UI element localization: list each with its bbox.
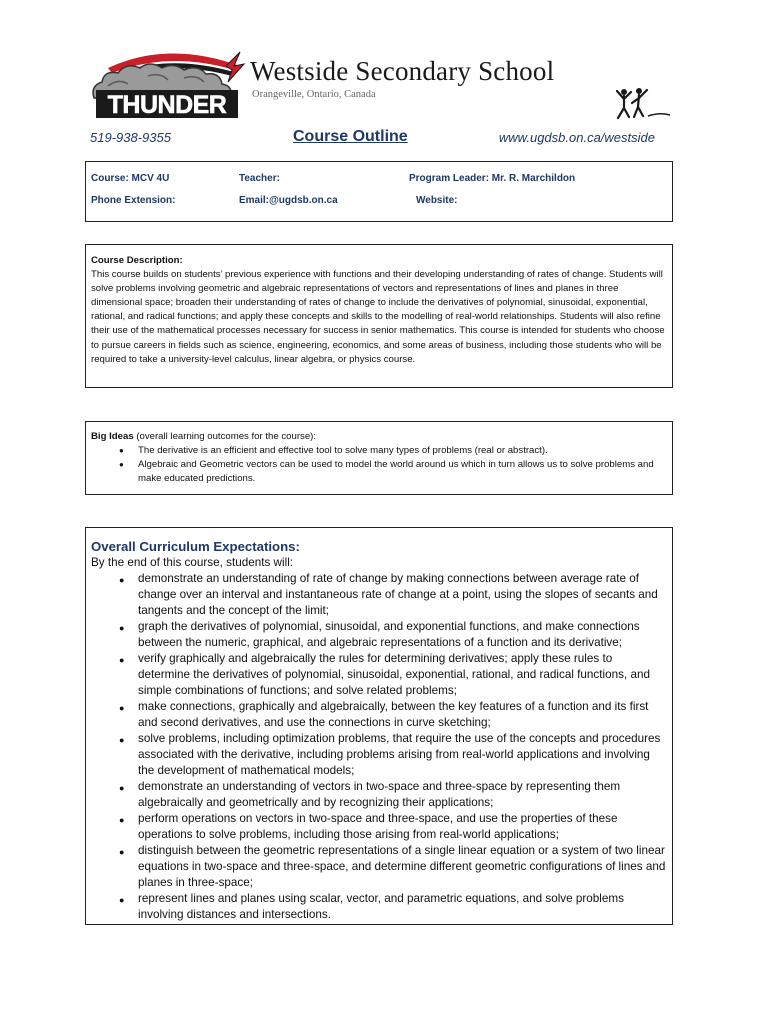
list-item: ● demonstrate an understanding of rate of change by making connections between average rate of change over an interval and instantaneous rate of change at a point, using the slopes of secants and tangents and the concept of the limit; (91, 571, 667, 619)
school-phone: 519-938-9355 (90, 130, 171, 145)
program-leader: Program Leader: Mr. R. Marchildon (409, 173, 576, 184)
overall-expectations-box (85, 527, 673, 925)
phone-extension-label: Phone Extension: (91, 195, 176, 206)
course-code: Course: MCV 4U (91, 173, 170, 184)
overall-expectations-list (91, 571, 667, 923)
email-label: Email:@ugdsb.on.ca (239, 195, 338, 206)
list-item: ● graph the derivatives of polynomial, sinusoidal, and exponential functions, and make connections between the numeric, graphical, and algebraic representations of a function and its derivative; (91, 619, 667, 651)
list-item: ● verify graphically and algebraically the rules for determining derivatives; apply these rules to determine the derivatives of polynomial, sinusoidal, exponential, rational, and radical functions, and simple combinations of functions; and solve related problems; (91, 651, 667, 699)
big-ideas-list (91, 444, 667, 486)
list-item: ● represent lines and planes using scalar, vector, and parametric equations, and solve problems involving distances and intersections. (91, 891, 667, 923)
big-ideas-subheading: (overall learning outcomes for the course): (133, 431, 317, 442)
big-ideas-heading: Big Ideas (91, 431, 134, 442)
contact-row (85, 128, 673, 148)
school-location: Orangeville, Ontario, Canada (252, 89, 376, 100)
course-info-box (85, 161, 673, 222)
list-item: ● Algebraic and Geometric vectors can be used to model the world around us which in turn allows us to solve problems and make educated predictions. (91, 458, 667, 486)
overall-expectations-heading: Overall Curriculum Expectations: (91, 539, 300, 554)
school-name: Westside Secondary School (250, 56, 555, 86)
jumping-people-icon (612, 86, 672, 124)
thunder-logo (88, 46, 248, 122)
list-item: ● demonstrate an understanding of vectors in two-space and three-space by representing them algebraically and geometrically and by recognizing their applications; (91, 779, 667, 811)
logo-text: THUNDER (107, 91, 227, 119)
list-item: ● make connections, graphically and algebraically, between the key features of a function and its first and second derivatives, and use the connections in curve sketching; (91, 699, 667, 731)
list-item: ● perform operations on vectors in two-space and three-space, and use the properties of these operations to solve problems, including those arising from real-world applications; (91, 811, 667, 843)
school-website: www.ugdsb.on.ca/westside (498, 130, 655, 145)
course-description-box (85, 244, 673, 388)
course-description-heading: Course Description: (91, 255, 183, 266)
page-title: Course Outline (293, 128, 408, 145)
list-item: ● solve problems, including optimization problems, that require the use of the concepts and procedures associated with the derivative, including problems arising from real-world applications and involving the development of mathematical models; (91, 731, 667, 779)
big-ideas-box (85, 421, 673, 495)
teacher-label: Teacher: (239, 173, 280, 184)
course-description-text: This course builds on students’ previous experience with functions and their developing understanding of rates of change. Students will solve problems involving geometric and algebraic representations of vectors and representations of lines and planes in three dimensional space; broaden their understanding of rates of change to include the derivatives of polynomial, sinusoidal, exponential, rational, and radical functions; and apply these concepts and skills to the modelling of real-world relationships. Students will also refine their use of the mathematical processes necessary for success in senior mathematics. This course is intended for students who choose to pursue careers in fields such as science, engineering, economics, and some areas of business, including those students who will be required to take a university-level calculus, linear algebra, or physics course. (91, 269, 665, 365)
list-item: ● distinguish between the geometric representations of a single linear equation or a system of two linear equations in two-space and three-space, and determine different geometric configurations of lines and planes in three-space; (91, 843, 667, 891)
list-item: ● The derivative is an efficient and effective tool to solve many types of problems (real or abstract). (91, 444, 667, 458)
website-label: Website: (416, 195, 458, 206)
overall-expectations-intro: By the end of this course, students will: (91, 556, 294, 569)
